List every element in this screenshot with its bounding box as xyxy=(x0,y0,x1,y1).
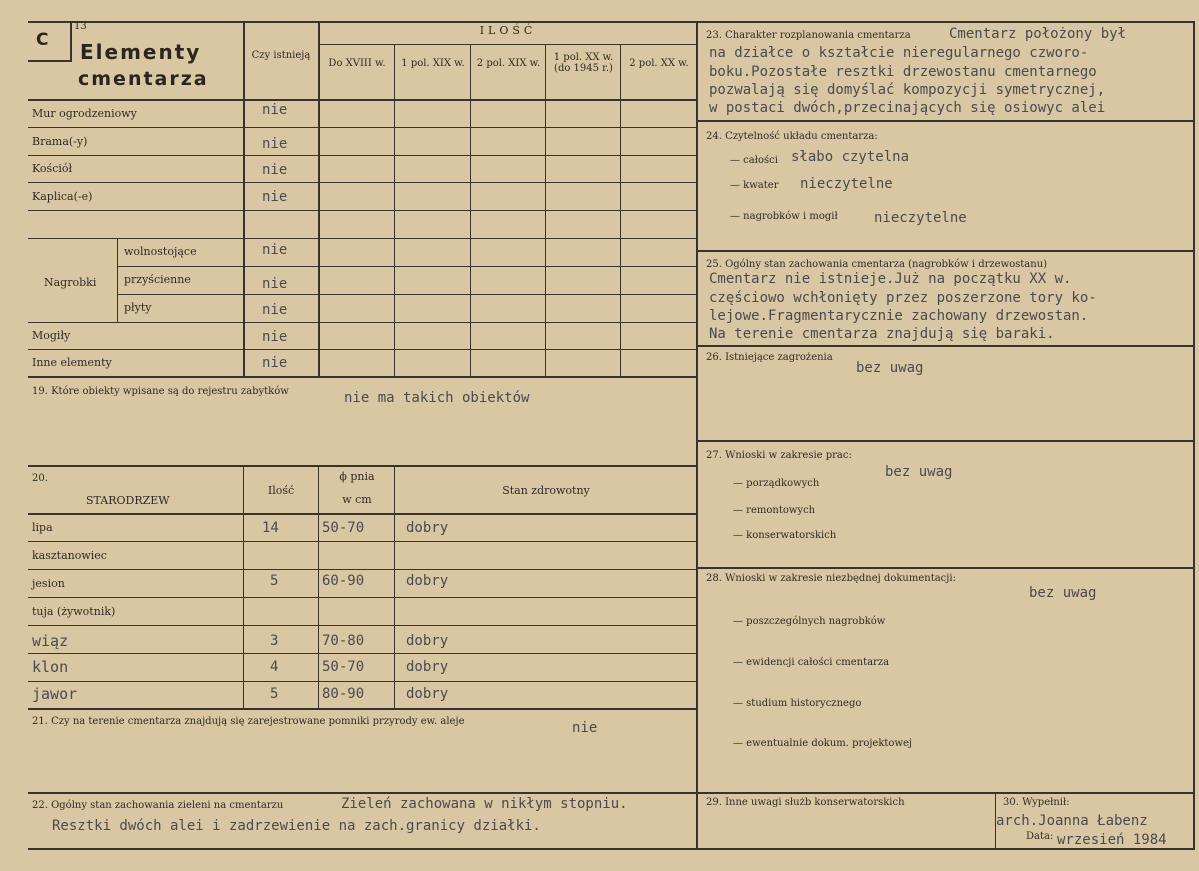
q24-item-answer: nieczytelne xyxy=(874,210,967,226)
tree-diam: 50-70 xyxy=(322,520,365,536)
q25-line: Na terenie cmentarza znajdują się baraki. xyxy=(709,326,1055,342)
trees-col-qty: Ilość xyxy=(267,484,295,497)
q22-answer-line2: Resztki dwóch alei i zadrzewienie na zach.granicy działki. xyxy=(52,818,541,834)
q26-label: 26. Istniejące zagrożenia xyxy=(706,352,833,363)
q24-item-label: — kwater xyxy=(730,180,779,191)
q19-answer: nie ma takich obiektów xyxy=(344,390,530,406)
q28-answer: bez uwag xyxy=(1029,585,1097,601)
nagrobki-label: Nagrobki xyxy=(44,276,97,289)
tree-qty: 14 xyxy=(262,520,279,536)
q27-item: — konserwatorskich xyxy=(733,530,837,541)
q30-date: wrzesień 1984 xyxy=(1057,832,1167,848)
q24-item-answer: słabo czytelna xyxy=(791,149,910,165)
q23-line: w postaci dwóch,przecinających się osiowyc alei xyxy=(709,100,1106,116)
bottom-border xyxy=(28,848,1195,850)
q21-answer: nie xyxy=(572,720,598,736)
q28-item: — studium historycznego xyxy=(733,698,862,709)
tree-name: wiąz xyxy=(32,632,69,650)
tree-qty: 5 xyxy=(270,686,279,702)
period-col-3: 2 pol. XIX w. xyxy=(476,58,541,69)
title-line1: Elementy xyxy=(80,40,202,64)
exists-value: nie xyxy=(262,162,288,178)
q25-line: lejowe.Fragmentarycznie zachowany drzewostan. xyxy=(709,308,1089,324)
center-divider xyxy=(696,21,698,850)
tree-diam: 80-90 xyxy=(322,686,365,702)
q23-line: boku.Pozostałe resztki drzewostanu cmentarnego xyxy=(709,64,1097,80)
period-col-1: Do XVIII w. xyxy=(328,58,386,69)
q28-item: — ewidencji całości cmentarza xyxy=(733,657,890,668)
exists-value: nie xyxy=(262,355,288,371)
q24-item-label: — całości xyxy=(730,155,778,166)
q24-item-answer: nieczytelne xyxy=(800,176,893,192)
exists-value: nie xyxy=(262,302,288,318)
q19-label: 19. Które obiekty wpisane są do rejestru zabytków xyxy=(32,386,289,397)
tree-qty: 5 xyxy=(270,573,279,589)
q27-label: 27. Wnioski w zakresie prac: xyxy=(706,450,852,461)
top-border xyxy=(28,21,1194,23)
q28-label: 28. Wnioski w zakresie niezbędnej dokumentacji: xyxy=(706,573,956,584)
q30-name: arch.Joanna Łabenz xyxy=(996,813,1148,829)
element-label: płyty xyxy=(124,301,152,314)
right-border xyxy=(1193,21,1195,850)
q23-line: na działce o kształcie nieregularnego czworo- xyxy=(709,45,1089,61)
exists-value: nie xyxy=(262,242,288,258)
exists-value: nie xyxy=(262,189,288,205)
q21-label: 21. Czy na terenie cmentarza znajdują się zarejestrowane pomniki przyrody ew. aleje xyxy=(32,716,465,727)
q28-item: — poszczególnych nagrobków xyxy=(733,616,886,627)
tree-health: dobry xyxy=(406,659,449,675)
tree-name: jawor xyxy=(32,685,78,703)
tree-diam: 70-80 xyxy=(322,633,365,649)
element-label: Kaplica(-e) xyxy=(32,190,93,203)
element-label: Mur ogrodzeniowy xyxy=(32,107,137,120)
tree-diam: 50-70 xyxy=(322,659,365,675)
col-exists-header: Czy istnieją xyxy=(251,50,311,61)
q27-answer: bez uwag xyxy=(885,464,953,480)
tree-name: klon xyxy=(32,658,69,676)
trees-col-health: Stan zdrowotny xyxy=(502,484,590,497)
period-col-2: 1 pol. XIX w. xyxy=(401,58,465,69)
q30-date-label: Data: xyxy=(1026,831,1054,842)
q25-line: Cmentarz nie istnieje.Już na początku XX w. xyxy=(709,271,1072,287)
q25-line: częściowo wchłonięty przez poszerzone tory ko- xyxy=(709,290,1097,306)
tree-name: lipa xyxy=(32,521,53,534)
section-box xyxy=(28,22,72,62)
tree-health: dobry xyxy=(406,633,449,649)
q27-item: — remontowych xyxy=(733,505,816,516)
q23-label: 23. Charakter rozplanowania cmentarza xyxy=(706,30,911,41)
quantity-header: ILOŚĆ xyxy=(479,24,537,37)
tree-diam: 60-90 xyxy=(322,573,365,589)
title-line2: cmentarza xyxy=(78,68,209,90)
q23-line: Cmentarz położony był xyxy=(949,26,1127,42)
q27-item: — porządkowych xyxy=(733,478,820,489)
period-col-5: 2 pol. XX w. xyxy=(629,58,689,69)
tree-qty: 4 xyxy=(270,659,279,675)
element-label: Inne elementy xyxy=(32,356,112,369)
section-letter: C xyxy=(36,30,49,50)
q25-label: 25. Ogólny stan zachowania cmentarza (nagrobków i drzewostanu) xyxy=(706,259,1048,270)
element-label: Brama(-y) xyxy=(32,135,88,148)
trees-col-diam1: ϕ pnia xyxy=(339,470,375,483)
element-label: wolnostojące xyxy=(124,245,197,258)
element-label: Mogiły xyxy=(32,329,71,342)
q24-item-label: — nagrobków i mogił xyxy=(730,211,838,222)
q28-item: — ewentualnie dokum. projektowej xyxy=(733,738,913,749)
exists-value: nie xyxy=(262,276,288,292)
tree-health: dobry xyxy=(406,573,449,589)
trees-col-diam2: w cm xyxy=(342,493,372,506)
period-col-4: 1 pol. XX w. (do 1945 r.) xyxy=(553,52,614,74)
tree-name: tuja (żywotnik) xyxy=(32,605,116,618)
tree-name: kasztanowiec xyxy=(32,549,107,562)
trees-col-name: STARODRZEW xyxy=(86,494,170,507)
tree-health: dobry xyxy=(406,686,449,702)
exists-value: nie xyxy=(262,136,288,152)
q23-line: pozwalają się domyślać kompozycji symetrycznej, xyxy=(709,82,1106,98)
q22-answer-line1: Zieleń zachowana w nikłym stopniu. xyxy=(341,796,628,812)
tree-health: dobry xyxy=(406,520,449,536)
tree-qty: 3 xyxy=(270,633,279,649)
q24-label: 24. Czytelność układu cmentarza: xyxy=(706,131,878,142)
q30-label: 30. Wypełnił: xyxy=(1003,797,1070,808)
tree-name: jesion xyxy=(32,577,65,590)
q22-label: 22. Ogólny stan zachowania zieleni na cmentarzu xyxy=(32,800,284,811)
exists-value: nie xyxy=(262,102,288,118)
element-label: przyścienne xyxy=(124,273,191,286)
q29-label: 29. Inne uwagi służb konserwatorskich xyxy=(706,797,905,808)
exists-value: nie xyxy=(262,329,288,345)
q20-number: 20. xyxy=(32,473,48,484)
q26-answer: bez uwag xyxy=(856,360,924,376)
page-number: 13 xyxy=(74,21,87,32)
element-label: Kościół xyxy=(32,162,73,175)
